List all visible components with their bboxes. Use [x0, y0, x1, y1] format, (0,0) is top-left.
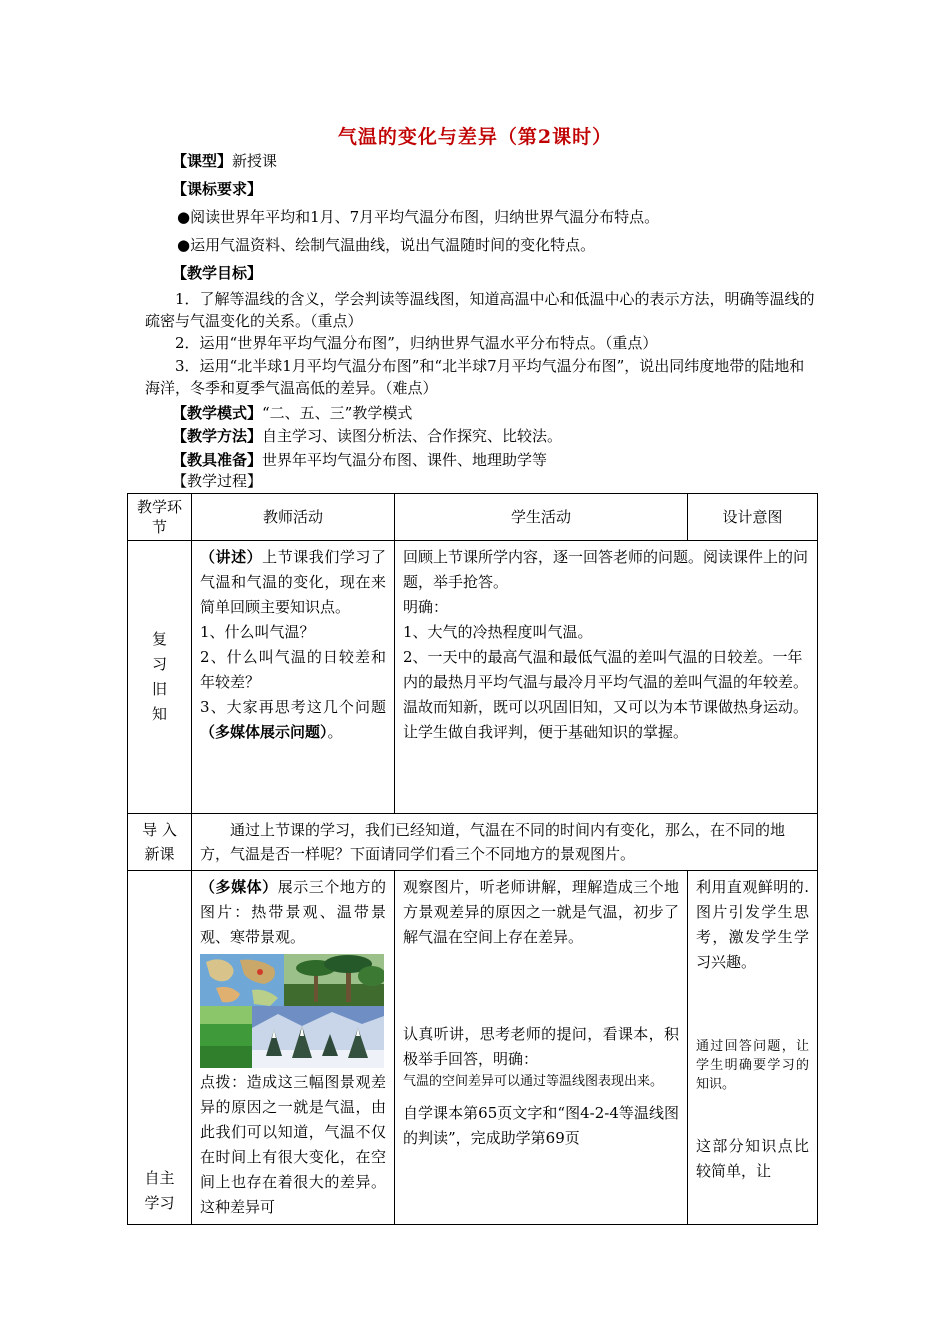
self-study-teacher-lead: （多媒体） — [200, 878, 278, 896]
snow-forest-image — [252, 1006, 384, 1068]
course-type — [172, 150, 277, 172]
teaching-mode — [172, 402, 412, 424]
self-study-student-1: 观察图片，听老师讲解，理解造成三个地方景观差异的原因之一就是气温，初步了解气温在空间上存在差异。 — [403, 878, 679, 946]
review-teacher-intro — [200, 545, 386, 620]
tropical-map-image — [200, 954, 284, 1006]
goal-2 — [145, 332, 815, 354]
review-teacher-text: 上节课我们学习了气温和气温的变化，现在来简单回顾主要知识点。 — [200, 548, 386, 616]
goal-1-text: 1．了解等温线的含义，学会判读等温线图，知道高温中心和低温中心的表示方法，明确等温线的疏密与气温变化的关系。（重点） — [145, 290, 815, 330]
review-q3-bold: （多媒体展示问题） — [200, 723, 328, 741]
intro-stage-label: 导 入新课 — [142, 821, 177, 863]
self-study-student-cell — [395, 871, 688, 1225]
self-study-teacher-text: 展示三个地方的图片：热带景观、温带景观、寒带景观。 — [200, 878, 386, 946]
self-study-design-2: 通过回答问题，让学生明确要学习的知识。 — [696, 1039, 809, 1092]
self-study-student-2: 认真听讲，思考老师的提问，看课本，积极举手回答，明确： — [403, 1025, 679, 1068]
header-teacher: 教师活动 — [192, 494, 395, 541]
self-study-stage-label: 自主学习 — [144, 1169, 175, 1212]
review-student-line-1: 回顾上节课所学内容，逐一回答老师的问题。阅读课件上的问题，举手抢答。 — [403, 548, 809, 591]
self-study-design-3: 这部分知识点比较简单，让 — [696, 1137, 809, 1180]
self-study-teacher-tip: 点拨：造成这三幅图景观差异的原因之一就是气温，由此我们可以知道，气温不仅在时间上有很大变化，在空间上也存在着很大的差异。这种差异可 — [200, 1073, 386, 1216]
tools-label: 【教具准备】 — [172, 451, 263, 469]
tools-value: 世界年平均气温分布图、课件、地理助学等 — [262, 451, 548, 469]
goal-2-text: 2．运用“世界年平均气温分布图”，归纳世界气温水平分布特点。（重点） — [175, 334, 658, 352]
goal-3 — [145, 355, 815, 399]
method-label: 【教学方法】 — [172, 427, 263, 445]
self-study-teacher-intro — [200, 875, 386, 950]
review-q3-text: 3、大家再思考这几个问题 — [200, 698, 386, 716]
goals-label: 【教学目标】 — [172, 264, 263, 282]
goal-3-text: 3．运用“北半球1月平均气温分布图”和“北半球7月平均气温分布图”，说出同纬度地带的陆地和海洋，冬季和夏季气温高低的差异。（难点） — [145, 357, 805, 397]
standard-item-1: ●阅读世界年平均和1月、7月平均气温分布图，归纳世界气温分布特点。 — [177, 208, 660, 226]
goal-1 — [145, 288, 815, 332]
palm-tree-image — [284, 954, 384, 1006]
intro-stage — [128, 814, 192, 871]
grassland-image — [200, 1006, 252, 1068]
self-study-teacher-cell — [192, 871, 395, 1225]
review-student-cell — [395, 541, 818, 814]
self-study-row — [128, 871, 818, 1225]
intro-row — [128, 814, 818, 871]
teaching-method — [172, 425, 562, 447]
review-question-2: 2、什么叫气温的日较差和年较差？ — [200, 648, 386, 691]
header-student: 学生活动 — [395, 494, 688, 541]
review-q3-end: 。 — [327, 723, 343, 741]
mode-label: 【教学模式】 — [172, 404, 263, 422]
standard-item-2: ●运用气温资料、绘制气温曲线，说出气温随时间的变化特点。 — [177, 236, 596, 254]
review-teacher-cell — [192, 541, 395, 814]
mode-value: “二、五、三”教学模式 — [262, 404, 413, 422]
self-study-student-3: 自学课本第65页文字和“图4-2-4等温线图的判读”，完成助学第69页 — [403, 1104, 679, 1147]
table-header-row — [128, 494, 818, 541]
page-title: 气温的变化与差异（第2课时） — [337, 126, 613, 148]
self-study-student-2b: 气温的空间差异可以通过等温线图表现出来。 — [403, 1074, 664, 1089]
self-study-design-cell — [688, 871, 818, 1225]
self-study-stage — [128, 871, 192, 1225]
review-question-3 — [200, 695, 386, 745]
course-type-value: 新授课 — [232, 152, 278, 170]
self-study-design-1: 利用直观鲜明的.图片引发学生思考，激发学生学习兴趣。 — [696, 878, 809, 971]
header-stage: 教学环节 — [128, 494, 192, 541]
review-student-line-4: 2、一天中的最高气温和最低气温的差叫气温的日较差。一年内的最热月平均气温与最冷月平均气温的差叫气温的年较差。 — [403, 648, 809, 691]
review-question-1: 1、什么叫气温？ — [200, 623, 315, 641]
teaching-process-table — [127, 493, 818, 1225]
header-design: 设计意图 — [688, 494, 818, 541]
review-student-line-2: 明确： — [403, 598, 449, 616]
review-student-line-5: 温故而知新，既可以巩固旧知，又可以为本节课做热身运动。 — [403, 698, 809, 716]
course-type-label: 【课型】 — [172, 152, 233, 170]
teaching-tools — [172, 449, 547, 471]
review-teacher-lead: （讲述） — [200, 548, 263, 566]
review-stage-label: 复习旧知 — [151, 630, 167, 723]
intro-text: 通过上节课的学习，我们已经知道，气温在不同的时间内有变化，那么，在不同的地方，气温是否一样呢？下面请同学们看三个不同地方的景观图片。 — [192, 814, 818, 871]
method-value: 自主学习、读图分析法、合作探究、比较法。 — [262, 427, 563, 445]
review-row — [128, 541, 818, 814]
review-student-line-3: 1、大气的冷热程度叫气温。 — [403, 623, 593, 641]
landscape-collage — [200, 954, 384, 1068]
review-stage — [128, 541, 192, 814]
process-label: 【教学过程】 — [172, 472, 263, 490]
standard-label: 【课标要求】 — [172, 180, 263, 198]
review-student-line-6: 让学生做自我评判，便于基础知识的掌握。 — [403, 723, 689, 741]
